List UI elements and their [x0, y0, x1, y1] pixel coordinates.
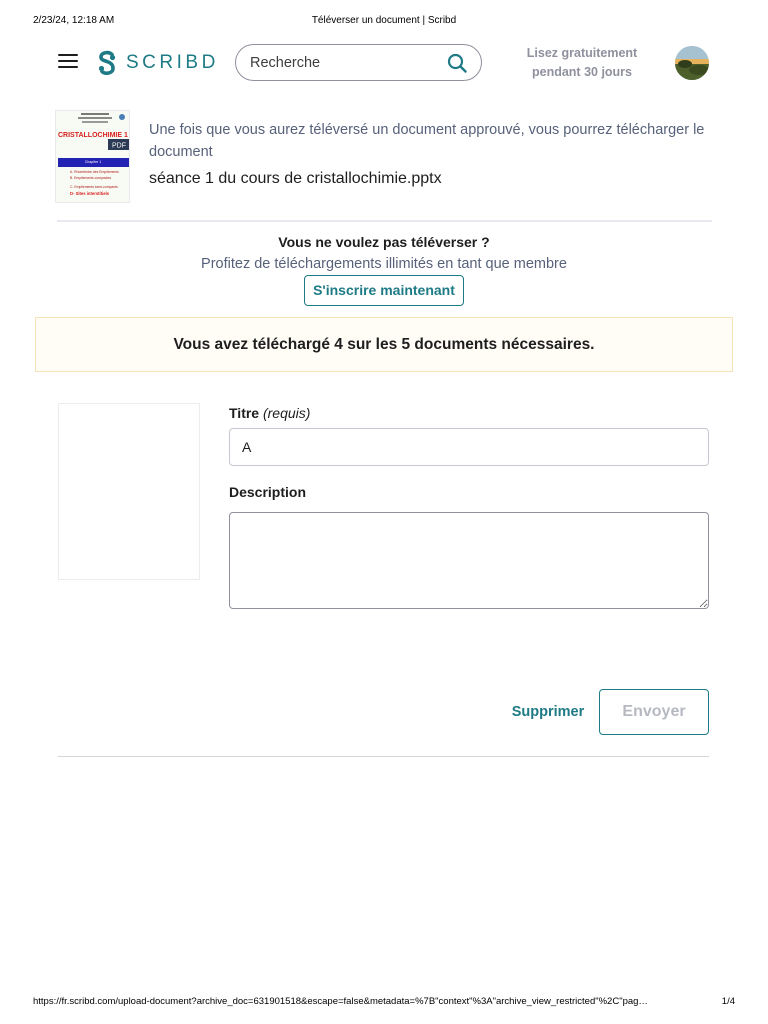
print-url: https://fr.scribd.com/upload-document?archive_doc=631901518&escape=false&metadata=%7B"context"%3A"archive_view_restricted"%2C"pag…	[33, 996, 648, 1007]
user-avatar[interactable]	[675, 46, 709, 80]
title-label	[229, 405, 310, 421]
promo-line-2: pendant 30 jours	[531, 65, 633, 79]
search-bar[interactable]	[235, 44, 482, 81]
print-footer	[33, 995, 735, 1009]
document-preview	[58, 403, 200, 580]
top-navigation	[0, 42, 768, 84]
pdf-badge: PDF	[112, 142, 126, 150]
thumbnail-slide	[56, 111, 130, 203]
membership-cta	[0, 230, 768, 306]
print-datetime: 2/23/24, 12:18 AM	[33, 15, 115, 26]
promo-line-1: Lisez gratuitement	[526, 46, 638, 60]
thumbnail-item: D- Sites interstitiels	[70, 191, 110, 196]
cta-title: Vous ne voulez pas téléverser ?	[278, 234, 490, 250]
required-marker: (requis)	[262, 405, 311, 421]
thumbnail-title: CRISTALLOCHIMIE 1	[58, 132, 128, 139]
send-button[interactable]: Envoyer	[599, 689, 709, 735]
print-header	[33, 14, 735, 30]
title-label-text: Titre	[229, 405, 260, 421]
title-input[interactable]	[229, 428, 709, 466]
free-trial-link[interactable]	[512, 44, 652, 82]
print-page-number: 1/4	[721, 996, 735, 1007]
cta-subtitle: Profitez de téléchargements illimités en tant que membre	[201, 256, 567, 272]
search-icon[interactable]	[447, 53, 467, 73]
form-divider	[58, 756, 709, 757]
delete-button[interactable]: Supprimer	[511, 704, 585, 720]
thumbnail-item: A. Rhombèdre des Empilements	[70, 170, 119, 174]
notice-message: Une fois que vous aurez téléversé un document approuvé, vous pourrez télécharger le document	[149, 122, 705, 160]
document-thumbnail	[55, 110, 130, 203]
avatar-landscape-image	[675, 46, 709, 80]
scribd-logo[interactable]	[96, 50, 219, 76]
search-input[interactable]	[250, 51, 440, 75]
logo-text: SCRIBD	[126, 52, 219, 73]
description-label: Description	[229, 484, 307, 500]
print-page-title: Téléverser un document | Scribd	[311, 15, 457, 26]
thumbnail-item: C. Empilements semi-compacts	[70, 185, 118, 189]
upload-progress-banner: Vous avez téléchargé 4 sur les 5 documents nécessaires.	[35, 317, 733, 372]
document-filename: séance 1 du cours de cristallochimie.pptx	[149, 170, 442, 187]
thumbnail-chapter: Chapitre 1	[84, 160, 102, 164]
upload-notice	[55, 110, 712, 220]
thumbnail-item: B. Empilements compactes	[70, 176, 112, 180]
section-divider	[57, 220, 712, 222]
signup-button[interactable]: S'inscrire maintenant	[304, 275, 464, 306]
scribd-logo-icon	[96, 50, 118, 76]
description-textarea[interactable]	[229, 512, 709, 609]
hamburger-menu-icon[interactable]	[58, 54, 78, 70]
